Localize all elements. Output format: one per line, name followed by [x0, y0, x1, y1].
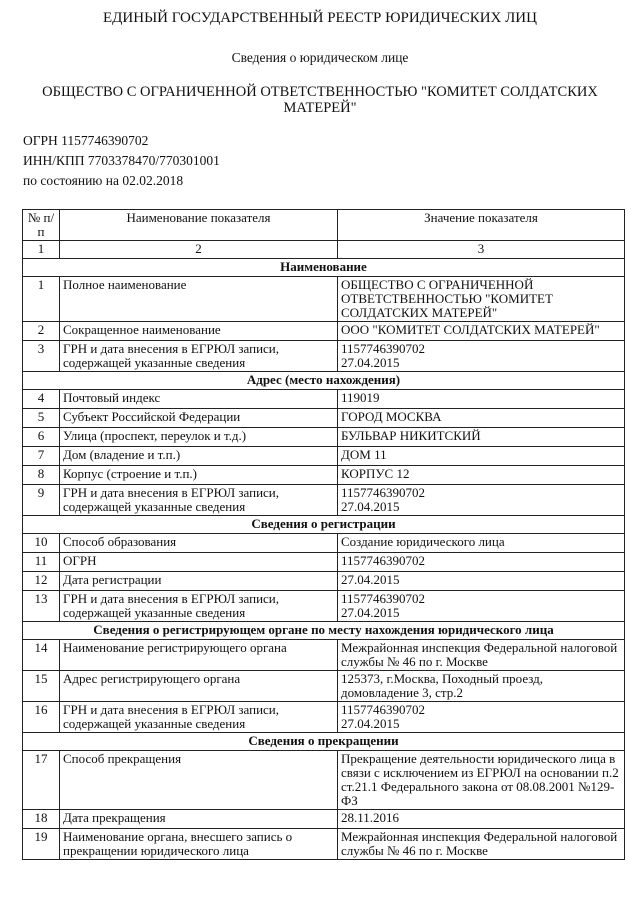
- table-row: [23, 534, 625, 553]
- registry-table: [22, 209, 625, 860]
- column-number: 2: [60, 241, 338, 259]
- section-header-row: [23, 516, 625, 534]
- row-number: 15: [23, 671, 60, 702]
- header-number: № п/п: [23, 210, 60, 241]
- table-row: [23, 810, 625, 829]
- row-label: Полное наименование: [60, 277, 338, 322]
- row-number: 10: [23, 534, 60, 553]
- row-label: Дом (владение и т.п.): [60, 447, 338, 466]
- column-number-row: [23, 241, 625, 259]
- row-number: 11: [23, 553, 60, 572]
- row-label: Корпус (строение и т.п.): [60, 466, 338, 485]
- row-value: 1157746390702 27.04.2015: [338, 591, 625, 622]
- document-subtitle: Сведения о юридическом лице: [231, 50, 409, 65]
- row-value: 119019: [338, 390, 625, 409]
- row-label: Способ образования: [60, 534, 338, 553]
- row-number: 12: [23, 572, 60, 591]
- row-label: Почтовый индекс: [60, 390, 338, 409]
- row-number: 19: [23, 829, 60, 860]
- table-row: [23, 640, 625, 671]
- row-label: Дата прекращения: [60, 810, 338, 829]
- row-number: 17: [23, 751, 60, 810]
- table-row: [23, 751, 625, 810]
- row-value: КОРПУС 12: [338, 466, 625, 485]
- row-number: 9: [23, 485, 60, 516]
- row-label: Улица (проспект, переулок и т.д.): [60, 428, 338, 447]
- table-row: [23, 829, 625, 860]
- ogrn-line: ОГРН 1157746390702: [23, 133, 149, 148]
- row-value: Создание юридического лица: [338, 534, 625, 553]
- row-value: Межрайонная инспекция Федеральной налоговой службы № 46 по г. Москве: [338, 640, 625, 671]
- row-value: ООО "КОМИТЕТ СОЛДАТСКИХ МАТЕРЕЙ": [338, 322, 625, 341]
- section-title: Сведения о прекращении: [23, 733, 625, 751]
- row-value: 1157746390702: [338, 553, 625, 572]
- row-number: 14: [23, 640, 60, 671]
- section-header-row: [23, 259, 625, 277]
- row-value: ДОМ 11: [338, 447, 625, 466]
- table-row: [23, 409, 625, 428]
- table-header-row: [23, 210, 625, 241]
- row-label: ОГРН: [60, 553, 338, 572]
- section-title: Сведения о регистрации: [23, 516, 625, 534]
- table-row: [23, 485, 625, 516]
- row-value: 27.04.2015: [338, 572, 625, 591]
- row-label: ГРН и дата внесения в ЕГРЮЛ записи, содержащей указанные сведения: [60, 341, 338, 372]
- row-label: Способ прекращения: [60, 751, 338, 810]
- inn-kpp-line: ИНН/КПП 7703378470/770301001: [23, 153, 220, 168]
- row-label: ГРН и дата внесения в ЕГРЮЛ записи, содержащей указанные сведения: [60, 702, 338, 733]
- row-number: 2: [23, 322, 60, 341]
- row-label: Наименование регистрирующего органа: [60, 640, 338, 671]
- table-row: [23, 466, 625, 485]
- section-title: Наименование: [23, 259, 625, 277]
- row-value: 28.11.2016: [338, 810, 625, 829]
- row-value: 1157746390702 27.04.2015: [338, 485, 625, 516]
- row-value: ОБЩЕСТВО С ОГРАНИЧЕННОЙ ОТВЕТСТВЕННОСТЬЮ "КОМИТЕТ СОЛДАТСКИХ МАТЕРЕЙ": [338, 277, 625, 322]
- row-value: Межрайонная инспекция Федеральной налоговой службы № 46 по г. Москве: [338, 829, 625, 860]
- table-row: [23, 322, 625, 341]
- header-value: Значение показателя: [338, 210, 625, 241]
- row-number: 5: [23, 409, 60, 428]
- table-row: [23, 390, 625, 409]
- row-number: 7: [23, 447, 60, 466]
- row-number: 18: [23, 810, 60, 829]
- table-row: [23, 553, 625, 572]
- table-row: [23, 277, 625, 322]
- row-label: Сокращенное наименование: [60, 322, 338, 341]
- row-number: 3: [23, 341, 60, 372]
- table-row: [23, 428, 625, 447]
- row-value: Прекращение деятельности юридического лица в связи с исключением из ЕГРЮЛ на основании п.2 ст.21.1 Федерального закона от 08.08.2001 №129-ФЗ: [338, 751, 625, 810]
- row-value: 125373, г.Москва, Походный проезд, домовладение 3, стр.2: [338, 671, 625, 702]
- table-row: [23, 447, 625, 466]
- row-value: ГОРОД МОСКВА: [338, 409, 625, 428]
- row-label: Дата регистрации: [60, 572, 338, 591]
- column-number: 1: [23, 241, 60, 259]
- row-number: 8: [23, 466, 60, 485]
- row-label: ГРН и дата внесения в ЕГРЮЛ записи, содержащей указанные сведения: [60, 591, 338, 622]
- as-of-date-line: по состоянию на 02.02.2018: [23, 173, 184, 188]
- row-label: Наименование органа, внесшего запись о прекращении юридического лица: [60, 829, 338, 860]
- section-header-row: [23, 622, 625, 640]
- document-title: ЕДИНЫЙ ГОСУДАРСТВЕННЫЙ РЕЕСТР ЮРИДИЧЕСКИХ ЛИЦ: [103, 10, 537, 26]
- row-number: 13: [23, 591, 60, 622]
- table-row: [23, 572, 625, 591]
- section-header-row: [23, 733, 625, 751]
- organization-name: ОБЩЕСТВО С ОГРАНИЧЕННОЙ ОТВЕТСТВЕННОСТЬЮ "КОМИТЕТ СОЛДАТСКИХ МАТЕРЕЙ": [42, 84, 598, 116]
- row-value: 1157746390702 27.04.2015: [338, 341, 625, 372]
- row-label: Субъект Российской Федерации: [60, 409, 338, 428]
- row-number: 6: [23, 428, 60, 447]
- table-row: [23, 671, 625, 702]
- row-value: 1157746390702 27.04.2015: [338, 702, 625, 733]
- row-number: 4: [23, 390, 60, 409]
- row-label: Адрес регистрирующего органа: [60, 671, 338, 702]
- table-body: [23, 259, 625, 860]
- header-indicator: Наименование показателя: [60, 210, 338, 241]
- section-title: Адрес (место нахождения): [23, 372, 625, 390]
- row-number: 16: [23, 702, 60, 733]
- table-row: [23, 702, 625, 733]
- section-title: Сведения о регистрирующем органе по месту нахождения юридического лица: [23, 622, 625, 640]
- column-number: 3: [338, 241, 625, 259]
- section-header-row: [23, 372, 625, 390]
- row-value: БУЛЬВАР НИКИТСКИЙ: [338, 428, 625, 447]
- table-row: [23, 591, 625, 622]
- table-row: [23, 341, 625, 372]
- row-label: ГРН и дата внесения в ЕГРЮЛ записи, содержащей указанные сведения: [60, 485, 338, 516]
- row-number: 1: [23, 277, 60, 322]
